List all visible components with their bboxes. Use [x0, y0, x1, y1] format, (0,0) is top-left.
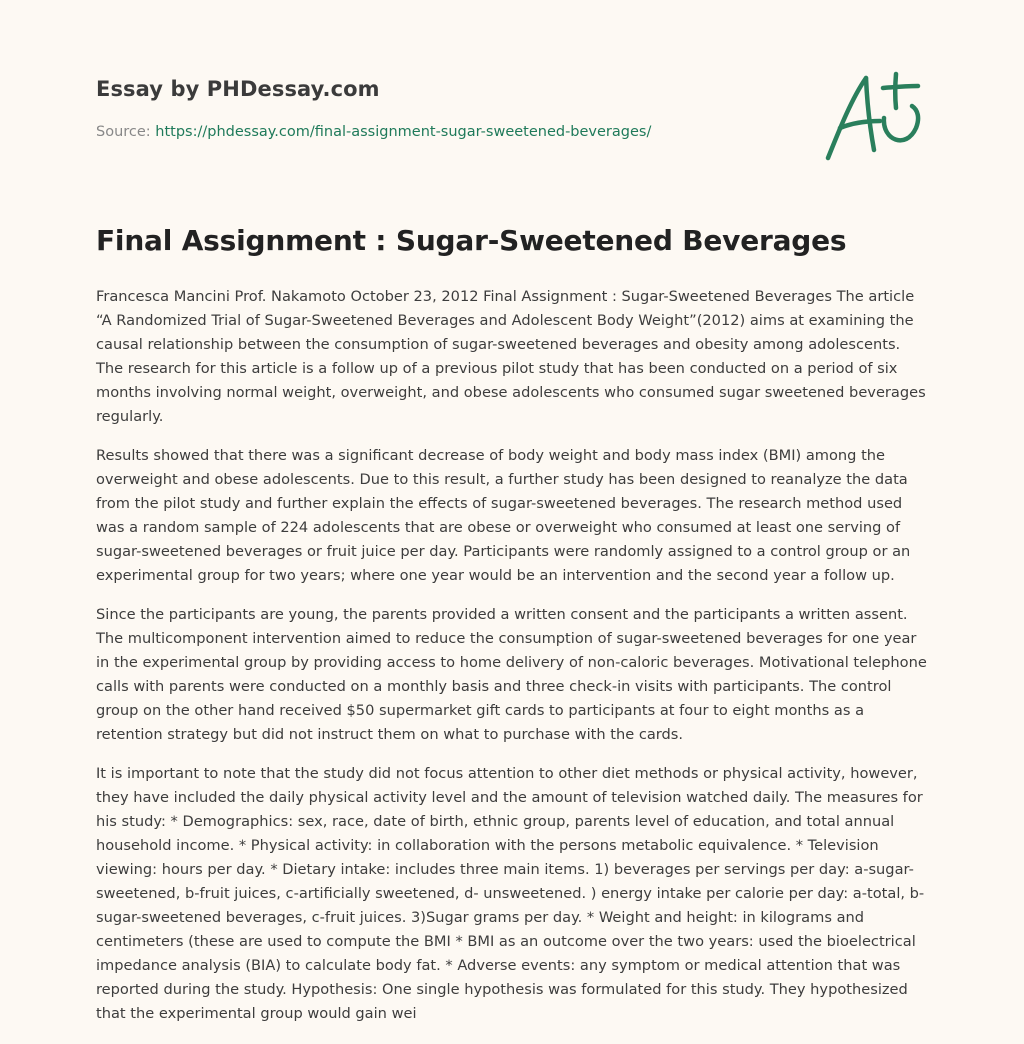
essay-body: [96, 285, 930, 1041]
site-brand: Essay by PHDessay.com: [96, 77, 380, 101]
essay-paragraph: It is important to note that the study did not focus attention to other diet methods or physical activity, however, they have included the daily physical activity level and the amount of television watched daily. The measures for his study: * Demographics: sex, race, date of birth, ethnic group, parents level of education, and total annual household income. * Physical activity: in collaboration with the persons metabolic equivalence. * Television viewing: hours per day. * Dietary intake: includes three main items. 1) beverages per servings per day: a-sugar-sweetened, b-fruit juices, c-artificially sweetened, d- unsweetened. ) energy intake per calorie per day: a-total, b-sugar-sweetened beverages, c-fruit juices. 3)Sugar grams per day. * Weight and height: in kilograms and centimeters (these are used to compute the BMI * BMI as an outcome over the two years: used the bioelectrical impedance analysis (BIA) to calculate body fat. * Adverse events: any symptom or medical attention that was reported during the study. Hypothesis: One single hypothesis was formulated for this study. They hypothesized that the experimental group would gain wei: [96, 765, 925, 1022]
source-line: [96, 124, 651, 140]
essay-paragraph: Results showed that there was a significant decrease of body weight and body mass index (BMI) among the overweight and obese adolescents. Due to this result, a further study has been designed to reanalyze the data from the pilot study and further explain the effects of sugar-sweetened beverages. The research method used was a random sample of 224 adolescents that are obese or overweight who consumed at least one serving of sugar-sweetened beverages or fruit juice per day. Participants were randomly assigned to a control group or an experimental group for two years; where one year would be an intervention and the second year a follow up.: [96, 447, 911, 584]
source-label: Source:: [96, 124, 156, 140]
essay-paragraph: Francesca Mancini Prof. Nakamoto October 23, 2012 Final Assignment : Sugar-Sweetened Beverages The article “A Randomized Trial of Sugar-Sweetened Beverages and Adolescent Body Weight”(2012) aims at examining the causal relationship between the consumption of sugar-sweetened beverages and obesity among adolescents. The research for this article is a follow up of a previous pilot study that has been conducted on a period of six months involving normal weight, overweight, and obese adolescents who consumed sugar sweetened beverages regularly.: [96, 288, 926, 425]
a-plus-logo-icon: [820, 66, 930, 166]
source-link[interactable]: https://phdessay.com/final-assignment-sugar-sweetened-beverages/: [155, 124, 652, 140]
essay-title: Final Assignment : Sugar-Sweetened Beverages: [96, 224, 847, 257]
essay-paragraph: Since the participants are young, the parents provided a written consent and the participants a written assent. The multicomponent intervention aimed to reduce the consumption of sugar-sweetened beverages for one year in the experimental group by providing access to home delivery of non-caloric beverages. Motivational telephone calls with parents were conducted on a monthly basis and three check-in visits with participants. The control group on the other hand received $50 supermarket gift cards to participants at four to eight months as a retention strategy but did not instruct them on what to purchase with the cards.: [96, 606, 927, 743]
